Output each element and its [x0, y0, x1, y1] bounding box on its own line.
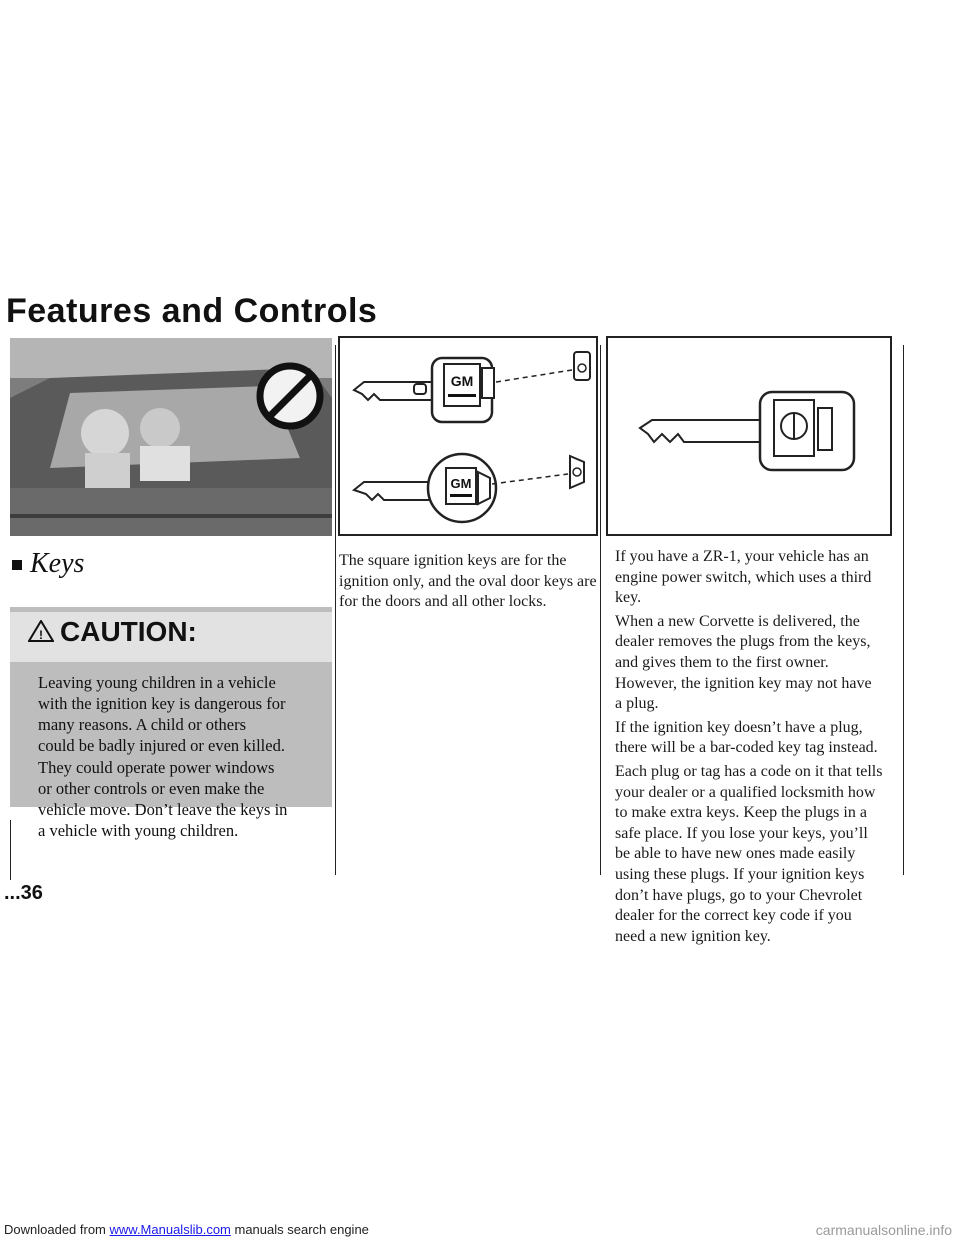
bullet-icon — [12, 560, 22, 570]
column-divider — [600, 345, 601, 875]
column-divider — [335, 345, 336, 875]
paragraph-delivery: When a new Corvette is delivered, the dealer removes the plugs from the keys, and gives them to the first owner. However, the ignition key may not have a plug. — [615, 612, 872, 713]
paragraph-no-plug: If the ignition key doesn’t have a plug, there will be a bar-coded key tag instead. — [615, 718, 878, 757]
gm-badge-top: GM — [450, 373, 474, 389]
warning-triangle-icon — [28, 620, 54, 647]
engine-power-key-figure — [606, 336, 892, 536]
page-number: ...36 — [4, 882, 43, 904]
footer-suffix: manuals search engine — [230, 1222, 369, 1237]
paragraph-zr1: If you have a ZR-1, your vehicle has an engine power switch, which uses a third key. — [615, 548, 872, 607]
download-footer — [4, 1222, 369, 1237]
column-divider — [10, 820, 11, 880]
children-in-car-illustration — [10, 338, 332, 536]
keys-description: The square ignition keys are for the ignition only, and the oval door keys are for the doors and all other locks. — [339, 552, 597, 611]
caution-paragraph-2: They could operate power windows or other controls or even make the vehicle move. Don’t leave the keys in a vehicle with young children. — [38, 758, 288, 840]
square-and-oval-keys-figure — [338, 336, 598, 536]
svg-text:!: ! — [39, 628, 43, 642]
paragraph-plug-code: Each plug or tag has a code on it that tells your dealer or a qualified locksmith how to make extra keys. Keep the plugs in a safe place. If you lose your keys, you’ll be able to have new ones made easily using these plugs. If your ignition keys don’t have plugs, go to your Chevrolet dealer for the correct key code if you need a new ignition key. — [615, 762, 883, 945]
zr1-key-text — [615, 547, 903, 950]
manualslib-link[interactable]: www.Manualslib.com — [109, 1222, 231, 1237]
caution-title: CAUTION: — [60, 616, 197, 647]
page-title: Features and Controls — [6, 292, 378, 330]
keys-heading: Keys — [30, 548, 85, 579]
watermark: carmanualsonline.info — [815, 1222, 952, 1238]
caution-paragraph-1: Leaving young children in a vehicle with the ignition key is dangerous for many reasons. A child or others could be badly injured or even killed. — [38, 673, 286, 755]
footer-prefix: Downloaded from — [4, 1222, 110, 1237]
gm-badge-bottom: GM — [450, 476, 472, 491]
column-divider — [903, 345, 904, 875]
